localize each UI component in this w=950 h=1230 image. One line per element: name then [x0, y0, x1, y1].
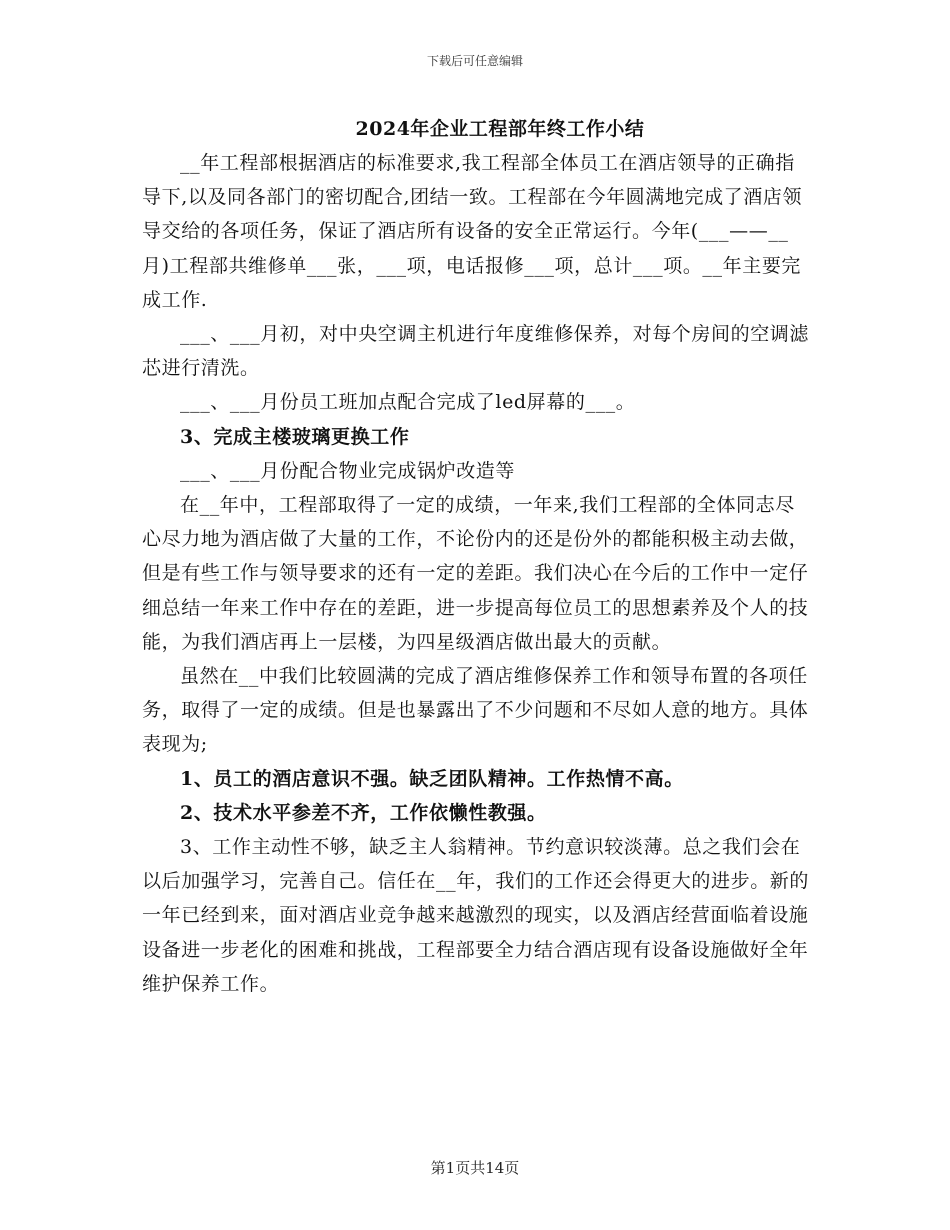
paragraph-item-2: ___、___月份员工班加点配合完成了led屏幕的___。: [180, 391, 636, 414]
paragraph-problem-3: 3、工作主动性不够，缺乏主人翁精神。节约意识较淡薄。总之我们会在以后加强学习，完善自己。信任在__年，我们的工作还会得更大的进步。新的一年已经到来，面对酒店业竞争越来越激烈的现实，以及酒店经营面临着设施设备进一步老化的困难和挑战，工程部要全力结合酒店现有设备设施做好全年维护保养工作。: [142, 836, 810, 995]
paragraph-intro: __年工程部根据酒店的标准要求,我工程部全体员工在酒店领导的正确指导下,以及同各部门的密切配合,团结一致。工程部在今年圆满地完成了酒店领导交给的各项任务，保证了酒店所有设备的安全正常运行。今年(___——__月)工程部共维修单___张，___项，电话报修___项，总计___项。__年主要完成工作.: [142, 152, 803, 311]
paragraph-item-4: ___、___月份配合物业完成锅炉改造等: [180, 459, 516, 482]
paragraph-achievements: 在__年中，工程部取得了一定的成绩，一年来,我们工程部的全体同志尽心尽力地为酒店做了大量的工作，不论份内的还是份外的都能积极主动去做，但是有些工作与领导要求的还有一定的差距。我们决心在今后的工作中一定仔细总结一年来工作中存在的差距，进一步提高每位员工的思想素养及个人的技能，为我们酒店再上一层楼，为四星级酒店做出最大的贡献。: [142, 494, 809, 653]
paragraph-problem-1: 1、员工的酒店意识不强。缺乏团队精神。工作热情不高。: [180, 767, 684, 790]
page-header-note: 下载后可任意编辑: [426, 54, 523, 68]
paragraph-item-3: 3、完成主楼玻璃更换工作: [180, 425, 410, 448]
paragraph-item-1: ___、___月初，对中央空调主机进行年度维修保养，对每个房间的空调滤芯进行清洗。: [142, 323, 810, 380]
document-body: [142, 146, 812, 1001]
paragraph-problems-intro: 虽然在__中我们比较圆满的完成了酒店维修保养工作和领导布置的各项任务，取得了一定的成绩。但是也暴露出了不少问题和不尽如人意的地方。具体表现为;: [142, 665, 809, 756]
document-title: 2024年企业工程部年终工作小结: [355, 118, 645, 140]
paragraph-problem-2: 2、技术水平参差不齐，工作依懒性教强。: [180, 801, 547, 824]
page-footer-number: 第1页共14页: [430, 1159, 520, 1177]
